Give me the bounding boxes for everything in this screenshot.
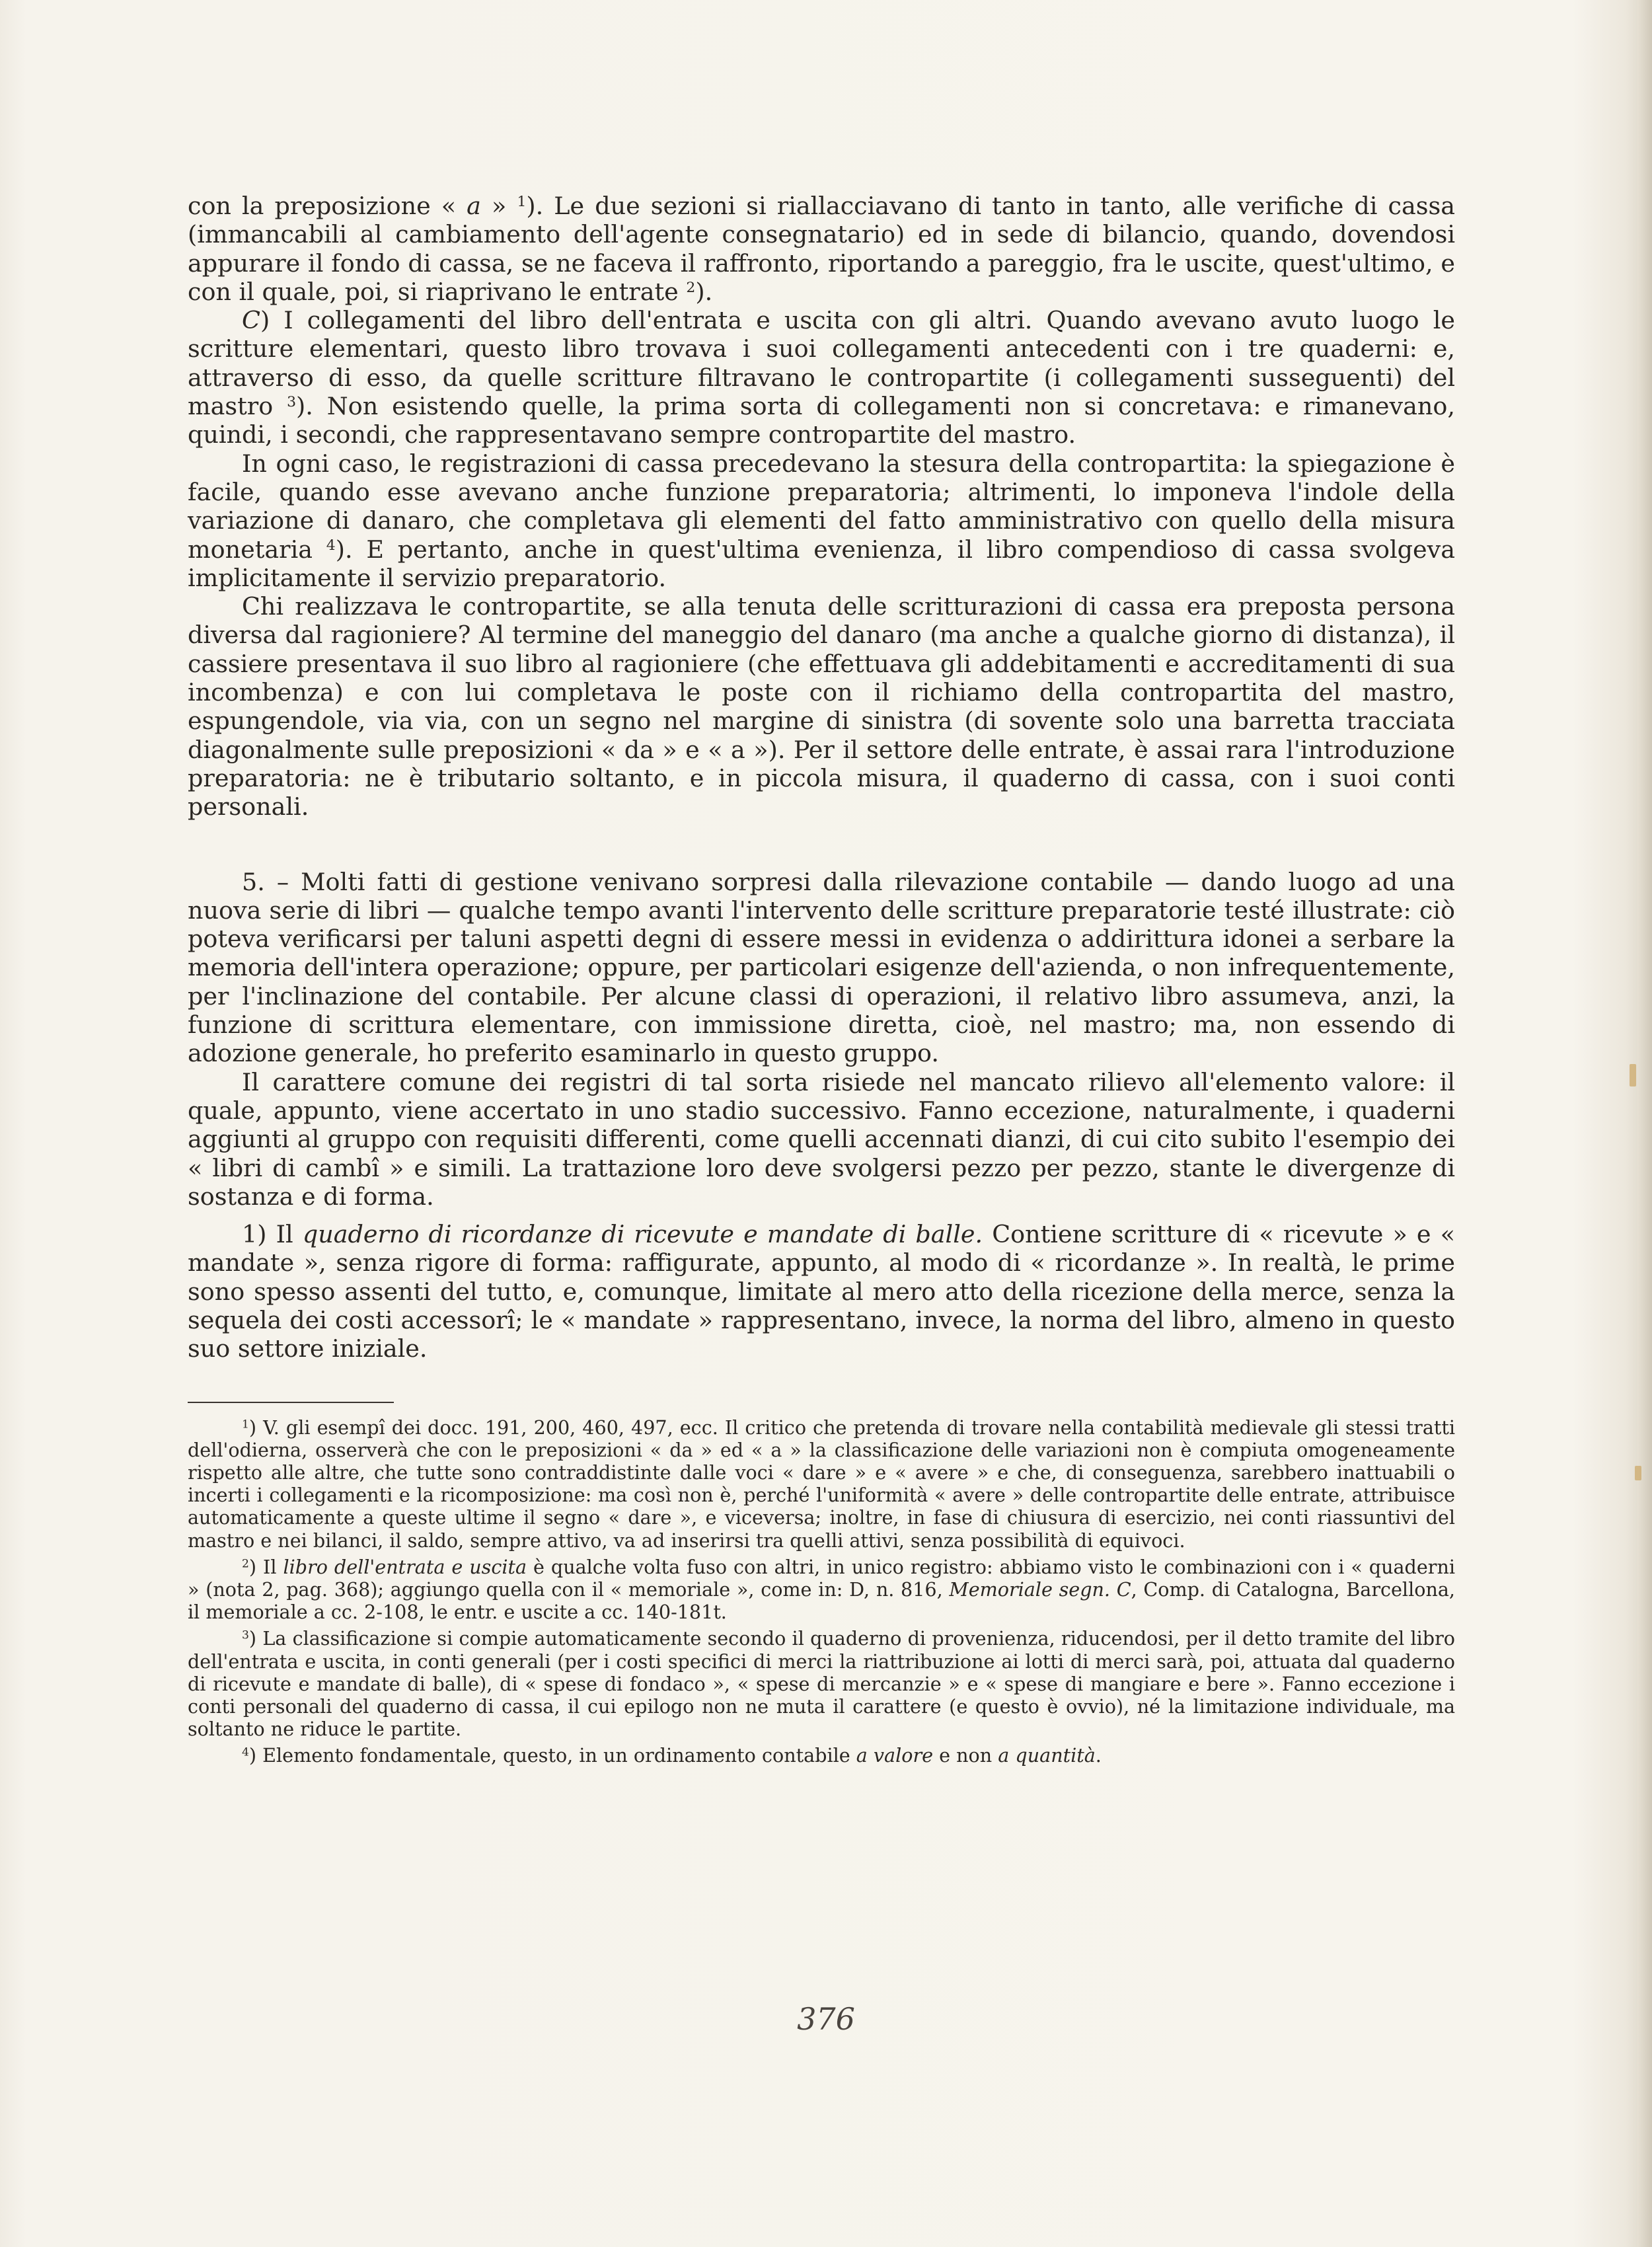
footnote: $^4$) Elemento fondamentale, questo, in un ordinamento contabile a valore e non a quantità.	[242, 1744, 1102, 1767]
text-block	[188, 192, 1455, 1771]
paragraph: 1) Il quaderno di ricordanze di ricevute e mandate di balle. Contiene scritture di « ricevute » e « mandate », senza rigore di forma: raffigurate, appunto, al modo di « ricordanze ». In realtà, le prime sono spesso assenti del tutto, e, comunque, limitate al mero atto della ricezione della merce, senza la sequela dei costi accessorî; le « mandate » rappresentano, invece, la norma del libro, almeno in questo suo settore iniziale.	[188, 1220, 1455, 1363]
footnote: $^3$) La classificazione si compie automaticamente secondo il quaderno di provenienza, riducendosi, per il detto tramite del libro dell'entrata e uscita, in conti generali (per i costi specifici di merci la riattribuzione ai lotti di merci sarà, poi, attuata dal quaderno di ricevute e mandate di balle), di « spese di fondaco », « spese di mercanzie » e « spese di mangiare e bere ». Fanno eccezione i conti personali del quaderno di cassa, il cui epilogo non ne muta il carattere (e questo è ovvio), né la limitazione individuale, ma soltanto ne riduce le partite.	[188, 1627, 1455, 1741]
paragraph: Il carattere comune dei registri di tal sorta risiede nel mancato rilievo all'elemento valore: il quale, appunto, viene accertato in uno stadio successivo. Fanno eccezione, naturalmente, i quaderni aggiunti al gruppo con requisiti differenti, come quelli accennati dianzi, di cui cito subito l'esempio dei « libri di cambî » e simili. La trattazione loro deve svolgersi pezzo per pezzo, stante le divergenze di sostanza e di forma.	[188, 1067, 1455, 1211]
footnote-ref: 1	[517, 193, 527, 210]
footnote: $^2$) Il libro dell'entrata e uscita è qualche volta fuso con altri, in unico registro: abbiamo visto le combinazioni con i « quaderni » (nota 2, pag. 368); aggiungo quella con il « memoriale », come in: D, n. 816, Memoriale segn. C, Comp. di Catalogna, Barcellona, il memoriale a cc. 2-108, le entr. e uscite a cc. 140-181t.	[188, 1555, 1456, 1624]
footnote-ref: 3	[287, 394, 297, 411]
section-paragraph: 5. – Molti fatti di gestione venivano sorpresi dalla rilevazione contabile — dando luogo ad una nuova serie di libri — qualche tempo avanti l'intervento delle scritture preparatorie testé illustrate: ciò poteva verificarsi per taluni aspetti degni di essere messi in evidenza o addirittura idonei a serbare la memoria dell'intera operazione; oppure, per particolari esigenze dell'azienda, o non infrequentemente, per l'inclinazione del contabile. Per alcune classi di operazioni, il relativo libro assumeva, anzi, la funzione di scrittura elementare, con immissione diretta, cioè, nel mastro; ma, non essendo di adozione generale, ho preferito esaminarlo in questo gruppo.	[188, 867, 1455, 1068]
paragraph: con la preposizione « a » $^1$). Le due sezioni si riallacciavano di tanto in tanto, alle verifiche di cassa (immancabili al cambiamento dell'agente consegnatario) ed in sede di bilancio, quando, dovendosi appurare il fondo di cassa, se ne faceva il raffronto, riportando a pareggio, fra le uscite, quest'ultimo, e con il quale, poi, si riaprivano le entrate $^2$).	[188, 192, 1455, 306]
body-text	[188, 192, 1455, 1363]
footnote: $^1$) V. gli esempî dei docc. 191, 200, 460, 497, ecc. Il critico che pretenda di trovare nella contabilità medievale gli stessi tratti dell'odierna, osserverà che con le preposizioni « da » ed « a » la classificazione delle variazioni non è compiuta omogeneamente rispetto alle altre, che tutte sono contraddistinte dalle voci « dare » e « avere » e che, di conseguenza, sarebbero inattuabili o incerti i collegamenti e la ricomposizione: ma così non è, perché l'uniformità « avere » delle contropartite delle entrate, attribuisce automaticamente a queste ultime il segno « dare », e viceversa; inoltre, in fase di chiusura di esercizio, nei conti riassuntivi del mastro e nei bilanci, il saldo, sempre attivo, va ad inserirsi tra quelli attivi, senza possibilità di equivoci.	[188, 1416, 1455, 1552]
footnote-ref: 4	[326, 537, 336, 554]
footnotes	[188, 1416, 1455, 1767]
page-edge	[1637, 0, 1652, 2247]
edge-stain-mark	[1630, 1064, 1636, 1086]
edge-stain-mark	[1635, 1466, 1641, 1480]
paragraph: In ogni caso, le registrazioni di cassa precedevano la stesura della contropartita: la spiegazione è facile, quando esse avevano anche funzione preparatoria; altrimenti, lo imponeva l'indole della variazione di danaro, che completava gli elementi del fatto amministrativo con quello della misura monetaria $^4$). E pertanto, anche in quest'ultima evenienza, il libro compendioso di cassa svolgeva implicitamente il servizio preparatorio.	[188, 449, 1456, 592]
footnote-divider	[188, 1402, 394, 1403]
footnote-ref: 2	[686, 279, 696, 296]
paragraph: Chi realizzava le contropartite, se alla tenuta delle scritturazioni di cassa era preposta persona diversa dal ragioniere? Al termine del maneggio del danaro (ma anche a qualche giorno di distanza), il cassiere presentava il suo libro al ragioniere (che effettuava gli addebitamenti e accreditamenti di sua incombenza) e con lui completava le poste con il richiamo della contropartita del mastro, espungendole, via via, con un segno nel margine di sinistra (di sovente solo una barretta tracciata diagonalmente sulle preposizioni « da » e « a »). Per il settore delle entrate, è assai rara l'introduzione preparatoria: ne è tributario soltanto, e in piccola misura, il quaderno di cassa, con i suoi conti personali.	[188, 592, 1455, 821]
paragraph: C) I collegamenti del libro dell'entrata e uscita con gli altri. Quando avevano avuto luogo le scritture elementari, questo libro trovava i suoi collegamenti antecedenti con i tre quaderni: e, attraverso di esso, da quelle scritture filtravano le contropartite (i collegamenti susseguenti) del mastro $^3$). Non esistendo quelle, la prima sorta di collegamenti non si concretava: e rimanevano, quindi, i secondi, che rappresentavano sempre contropartite del mastro.	[188, 306, 1455, 449]
page-number: 376	[797, 2001, 855, 2037]
